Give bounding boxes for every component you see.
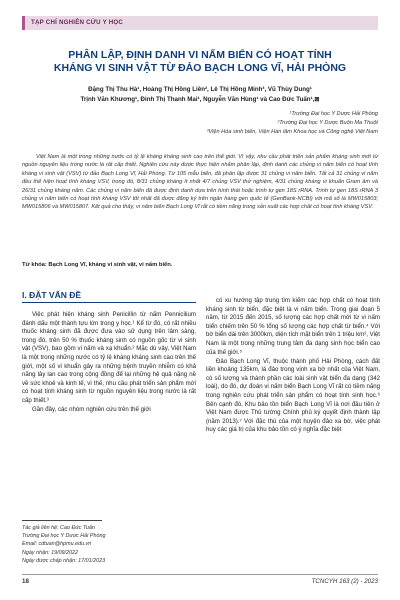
footnote-divider [22, 520, 102, 521]
affiliation-2: ²Trường Đại học Y Dược Buôn Ma Thuột [277, 120, 378, 126]
paragraph: Đảo Bạch Long Vĩ, thuộc thành phố Hải Phòng, cách đất liền khoảng 135km, là đảo trong vịnh xa bờ nhất của Việt Nam, có số lượng và thành phần các loài sinh vật biển đa dạng (342 loài), do đó, dự đoán vi nấm biển Bạch Long Vĩ rất có tiềm năng trong nghiên cứu phát triển sản phẩm có hoạt tính sinh học.⁶ Bên cạnh đó, Khu bảo tồn biển Bạch Long Vĩ là nơi đầu tiên ở Việt Nam được Thủ tướng Chính phủ ký quyết định thành lập (năm 2013).⁷ Với đặc thù của một huyện đảo xa bờ, việc phát huy các giá trị của khu bảo tồn có ý nghĩa đặc biệt [206, 357, 380, 434]
journal-issue: TCNCYH 163 (2) - 2023 [311, 578, 378, 585]
paragraph: Việc phát hiện kháng sinh Penicillin từ nấm Pennicilium đánh dấu một thành tựu lớn trong y học.¹ Kể từ đó, có rất nhiều thuốc kháng sinh đã được đưa vào sử dụng trên lâm sàng, trong đó, trên 50 % thuốc kháng sinh có nguồn gốc từ vi sinh vật (VSV), bao gồm vi nấm và xạ khuẩn.² Mặc dù vậy, Việt Nam là một trong những nước có tỷ lệ kháng kháng sinh cao trên thế giới, một số vi khuẩn gây ra những bệnh truyền nhiễm có khả năng lây lan cao trong cộng đồng để lại những hệ quả nặng nề về sức khoẻ và kinh tế, vì thế, nhu cầu phát triển sản phẩm mới có hoạt tính kháng sinh từ nguồn nguyên liệu trong nước là rất cấp thiết.³ [22, 311, 196, 404]
affiliation-3: ³Viện Hóa sinh biển, Viện Hàn lâm Khoa học và Công nghệ Việt Nam [206, 129, 378, 135]
paragraph: có xu hướng tập trung tìm kiếm các hợp chất có hoạt tính kháng sinh từ biển, đặc biệt là vi nấm biển. Trong giai đoạn 5 năm, từ 2015 đến 2015, số lượng các hợp chất mới từ vi nấm biển chiếm trên 50 % tổng số lượng các hợp chất từ biển.⁴ Với bờ biển dài trên 3000km, diện tích mặt biển trên 1 triệu km², Việt Nam là một trong những trung tâm đa dạng sinh học biển cao của thế giới.⁵ [206, 297, 380, 356]
article-title-line-1: PHÂN LẬP, ĐỊNH DANH VI NẤM BIỂN CÓ HOẠT TÍNH [68, 49, 332, 61]
author-institution: Trường Đại học Y Dược Hải Phòng [22, 533, 106, 540]
author-email: Email: cdtuan@hpmu.edu.vn [22, 541, 92, 548]
accepted-date: Ngày được chấp nhận: 17/01/2023 [22, 557, 106, 564]
journal-section-label: TẠP CHÍ NGHIÊN CỨU Y HỌC [31, 19, 124, 26]
body-column-left [22, 311, 196, 415]
body-column-right [206, 297, 380, 436]
authors-line-1: Đặng Thị Thu Hà¹, Hoàng Thị Hồng Liên², Lê Thị Hồng Minh³, Vũ Thùy Dung¹ [88, 86, 312, 93]
keywords: Từ khóa: Bạch Long Vĩ, kháng vi sinh vật, vi nấm biển. [22, 262, 173, 268]
journal-section-header [22, 16, 378, 30]
section-heading: I. ĐẶT VẤN ĐỀ [22, 290, 82, 300]
corresponding-author: Tác giả liên hệ: Cao Đức Tuấn [22, 525, 95, 531]
page-number: 18 [22, 578, 29, 585]
received-date: Ngày nhận: 19/09/2022 [22, 549, 79, 556]
footer-divider [22, 574, 378, 575]
paragraph: Gần đây, các nhóm nghiên cứu trên thế giới [32, 406, 151, 414]
affiliation-1: ¹Trường Đại học Y Dược Hải Phòng [289, 111, 378, 117]
section-divider [22, 302, 196, 303]
page-footer [22, 578, 378, 590]
authors-line-2: Trịnh Văn Khương¹, Đinh Thị Thanh Mai¹, Nguyễn Văn Hùng¹ và Cao Đức Tuấn¹,⊠ [80, 96, 320, 103]
abstract [22, 153, 378, 212]
article-title-line-2: KHÁNG VI SINH VẬT TỪ ĐẢO BẠCH LONG VĨ, HẢI PHÒNG [53, 62, 347, 74]
abstract-text: Việt Nam là một trong những nước có tỷ lệ kháng kháng sinh cao trên thế giới. Vì vậy, nhu cầu phát triển sản phẩm kháng sinh mới từ nguồn nguyên liệu trong nước là rất cấp thiết. Nghiên cứu này được thực hiện nhằm phân lập, định danh các chủng vi nấm biển có hoạt tính kháng vi sinh vật (VSV) từ đảo Bạch Long Vĩ, Hải Phòng. Từ 105 mẫu biển, đã phân lập được 31 chủng vi nấm biển. Tất cả 31 chủng vi nấm đều thể hiện hoạt tính kháng VSV, trong đó, 8/31 chủng kháng ít nhất 4/7 chủng VSV thử nghiệm, 4/31 chủng kháng vi khuẩn Gram âm và 26/31 chủng kháng nấm. Các chủng vi nấm biển đã được định danh dựa trên hình thái hoặc trình tự gen 18S rRNA. Trình tự gen 18S rRNA 3 chủng vi nấm biển có hoạt tính kháng VSV tốt nhất đã được đăng ký trên ngân hàng gen quốc tế (GenBank-NCBI) với mã số là MW015803; MW015806 và MW015807. Kết quả cho thấy, vi nấm biển Bạch Long Vĩ rất có tiềm năng trong sản xuất các hợp chất có hoạt tính kháng VSV. [22, 154, 378, 211]
correspondence-block [22, 524, 196, 565]
